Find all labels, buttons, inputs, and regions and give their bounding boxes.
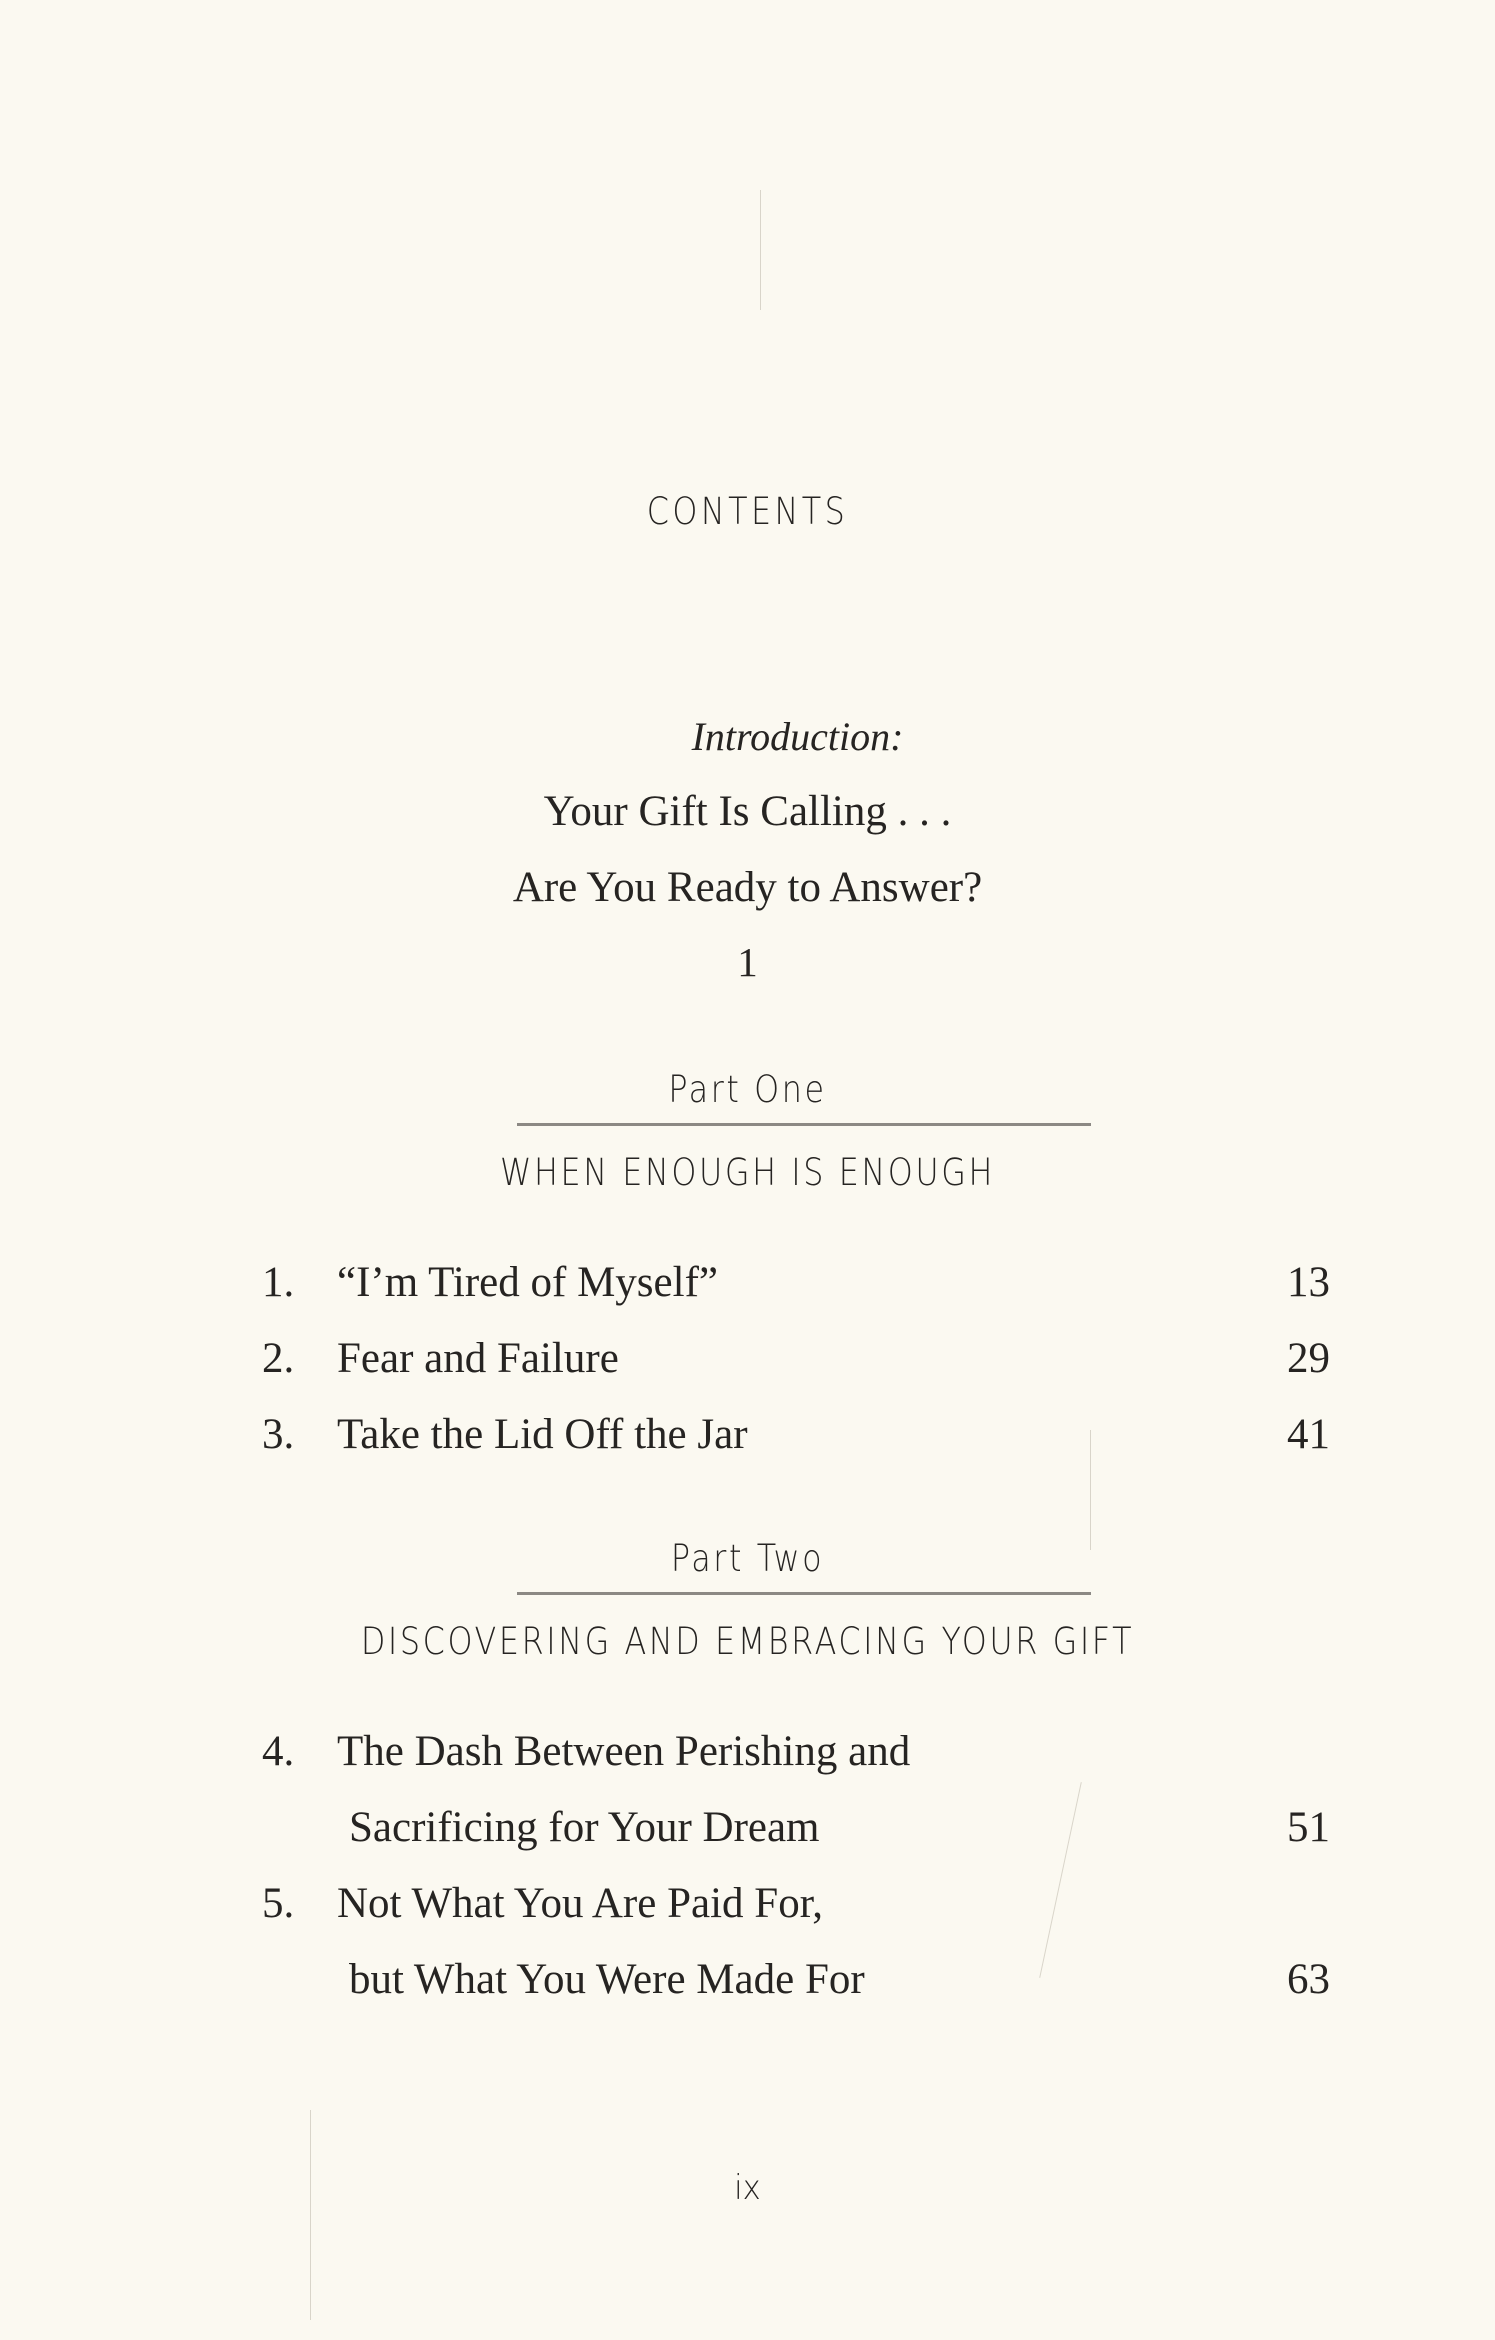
chapter-number: 1.: [262, 1259, 295, 1306]
chapter-number: 4.: [262, 1728, 295, 1775]
chapter-page-number: 29: [1287, 1335, 1330, 1382]
introduction-title-line2: Are You Ready to Answer?: [512, 864, 983, 911]
chapter-title: Fear and Failure: [337, 1335, 619, 1382]
contents-heading: CONTENTS: [646, 490, 849, 533]
chapter-page-number: 13: [1287, 1259, 1330, 1306]
scan-mark: [760, 190, 761, 310]
chapter-title-continued: but What You Were Made For: [349, 1956, 865, 2003]
part-two-label: Part Two: [670, 1537, 825, 1580]
part-one-label: Part One: [668, 1068, 827, 1111]
scan-mark: [1039, 1782, 1082, 1978]
introduction-page-number: 1: [737, 939, 758, 985]
page-folio: ix: [734, 2168, 761, 2208]
chapter-page-number: 63: [1287, 1956, 1330, 2003]
scan-mark: [1090, 1430, 1091, 1550]
part-one-divider: [517, 1123, 1091, 1126]
chapter-title-continued: Sacrificing for Your Dream: [349, 1804, 820, 1851]
chapter-page-number: 51: [1287, 1804, 1330, 1851]
chapter-number: 5.: [262, 1880, 295, 1927]
scan-mark: [310, 2110, 311, 2320]
introduction-label: Introduction:: [691, 714, 904, 759]
introduction-title-line1: Your Gift Is Calling . . .: [543, 788, 952, 835]
chapter-title: “I’m Tired of Myself”: [337, 1259, 718, 1306]
chapter-number: 2.: [262, 1335, 295, 1382]
chapter-page-number: 41: [1287, 1411, 1330, 1458]
part-two-divider: [517, 1592, 1091, 1595]
chapter-title: The Dash Between Perishing and: [337, 1728, 911, 1775]
part-one-title: WHEN ENOUGH IS ENOUGH: [499, 1151, 996, 1194]
chapter-number: 3.: [262, 1411, 295, 1458]
part-two-title: DISCOVERING AND EMBRACING YOUR GIFT: [360, 1620, 1135, 1663]
chapter-title: Not What You Are Paid For,: [337, 1880, 824, 1927]
chapter-title: Take the Lid Off the Jar: [337, 1411, 748, 1458]
